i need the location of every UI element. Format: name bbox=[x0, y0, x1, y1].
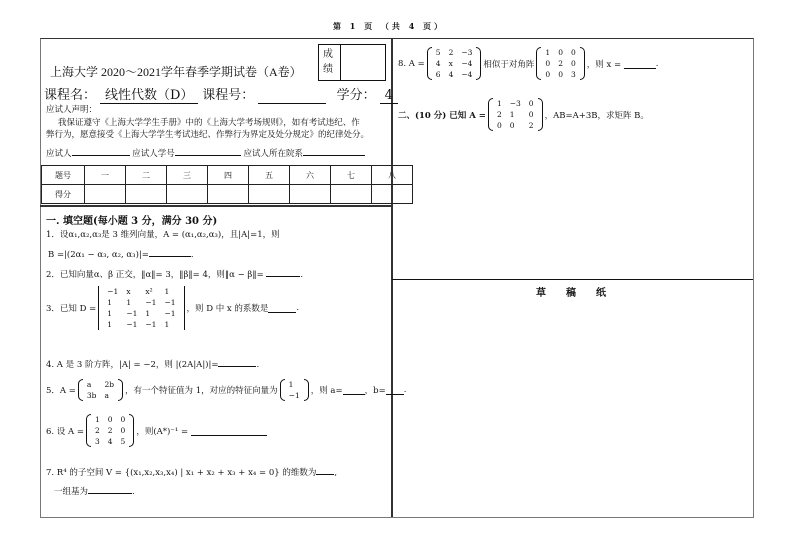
course-name-label: 课程名： bbox=[44, 88, 97, 103]
matrix-cell: −4 bbox=[461, 70, 473, 79]
matrix-A bbox=[427, 47, 482, 80]
matrix-cell: x bbox=[448, 59, 453, 68]
matrix-cell: 1 bbox=[164, 287, 170, 296]
declaration-heading: 应试人声明： bbox=[46, 105, 98, 115]
matrix-row bbox=[493, 120, 538, 131]
matrix-cell: 0 bbox=[545, 59, 551, 68]
answer-blank-a[interactable] bbox=[343, 385, 365, 395]
grade-box bbox=[318, 44, 386, 81]
table-row bbox=[42, 185, 413, 204]
matrix-row bbox=[432, 69, 477, 80]
matrix-body bbox=[91, 414, 129, 447]
matrix-cell: 1 bbox=[145, 309, 151, 318]
matrix-row bbox=[541, 69, 579, 80]
matrix-cell: 1 bbox=[94, 415, 100, 424]
answer-blank[interactable] bbox=[316, 465, 334, 475]
q5-text-3: ，则 a= bbox=[310, 386, 343, 396]
score-cell bbox=[85, 185, 126, 204]
matrix-cell: −3 bbox=[461, 48, 473, 57]
bracket-right bbox=[118, 379, 123, 401]
matrix-cell: 0 bbox=[120, 415, 126, 424]
matrix-row bbox=[103, 319, 179, 330]
q6-text-2: ，则(A*)⁻¹ = bbox=[136, 426, 189, 437]
matrix-cell: 4 bbox=[107, 437, 113, 446]
examinee-id-field[interactable] bbox=[175, 146, 241, 156]
matrix-cell: x² bbox=[145, 287, 153, 296]
matrix-cell: 0 bbox=[558, 48, 563, 57]
grade-label: 成绩 bbox=[323, 49, 333, 75]
matrix-row bbox=[285, 390, 304, 401]
matrix-cell: 1 bbox=[164, 320, 170, 329]
question-6 bbox=[46, 414, 267, 447]
declaration-line2: 弊行为，愿意接受《上海大学学生考试违纪、作弊行为界定及处分规定》的纪律处分。 bbox=[46, 130, 370, 140]
matrix-cell: 1 bbox=[545, 48, 551, 57]
matrix-body bbox=[432, 47, 477, 80]
matrix-cell: 1 bbox=[496, 99, 502, 108]
score-cell bbox=[126, 185, 167, 204]
matrix-cell: 0 bbox=[570, 48, 576, 57]
matrix-cell: 2b bbox=[104, 380, 115, 389]
answer-blank[interactable] bbox=[149, 247, 191, 257]
score-cell bbox=[372, 185, 413, 204]
matrix-cell: 0 bbox=[107, 415, 113, 424]
q3-text-2: ，则 D 中 x 的系数是 bbox=[186, 304, 269, 314]
q1-text: B =|(2α₁ − α₃, α₂, α₃)|= bbox=[48, 250, 149, 260]
matrix-cell: 1 bbox=[288, 380, 294, 389]
matrix-cell: x bbox=[126, 287, 131, 296]
section2-question bbox=[398, 98, 649, 131]
matrix-cell: −1 bbox=[164, 298, 176, 307]
matrix-cell: 3b bbox=[86, 391, 97, 400]
bracket-right bbox=[129, 414, 134, 447]
matrix-cell: 2 bbox=[107, 426, 113, 435]
question-8: 8. A = 5 2 −3 4 x −4 6 4 −4 相似于对角阵 1 0 0 0 2 0 0 0 3 ，则 x = . bbox=[398, 48, 659, 79]
matrix-row bbox=[91, 425, 129, 436]
score-cell bbox=[331, 185, 372, 204]
signature-line bbox=[46, 146, 365, 159]
matrix-row bbox=[91, 436, 129, 447]
answer-blank[interactable] bbox=[268, 303, 296, 313]
matrix-cell: 0 bbox=[496, 121, 502, 130]
matrix-cell: 0 bbox=[528, 110, 534, 119]
question-col: 八 bbox=[372, 166, 413, 185]
table-row bbox=[42, 166, 413, 185]
credit-label: 学分： bbox=[336, 88, 376, 103]
question-3: 3．已知 D = −1 x x² 1 1 1 −1 −1 1 −1 1 −1 1 −1 −1 1 ，则 D 中 x 的系数是 . bbox=[46, 287, 300, 329]
bracket-right bbox=[304, 379, 309, 401]
matrix-cell: 2 bbox=[94, 426, 100, 435]
examinee-id-label: 应试人学号 bbox=[132, 149, 175, 159]
matrix-cell: 1 bbox=[107, 298, 113, 307]
matrix-cell: 5 bbox=[435, 48, 441, 57]
matrix-row bbox=[103, 297, 179, 308]
matrix-body bbox=[103, 286, 179, 330]
q7-text: 7. R⁴ 的子空间 V = {(x₁,x₂,x₃,x₄) | x₁ + x₂ + x₃ + x₄ = 0} 的维数为 bbox=[46, 468, 317, 478]
q3-text: 3．已知 D = bbox=[46, 304, 97, 314]
matrix-cell: 5 bbox=[120, 437, 126, 446]
matrix-cell: −1 bbox=[164, 309, 176, 318]
matrix-cell: −1 bbox=[288, 391, 300, 400]
matrix-row bbox=[103, 308, 179, 319]
matrix-cell: 2 bbox=[496, 110, 502, 119]
answer-blank-b[interactable] bbox=[386, 385, 404, 395]
examinee-dept-label: 应试人所在院系 bbox=[243, 149, 303, 159]
matrix-row bbox=[493, 109, 538, 120]
bracket-right bbox=[580, 47, 585, 80]
course-name: 线性代数（D） bbox=[100, 84, 198, 104]
matrix-cell: 0 bbox=[558, 70, 563, 79]
examinee-name-label: 应试人 bbox=[46, 149, 72, 159]
matrix-row bbox=[541, 58, 579, 69]
matrix-cell: 1 bbox=[126, 298, 132, 307]
matrix-cell: 2 bbox=[528, 121, 534, 130]
matrix-cell: 0 bbox=[528, 99, 534, 108]
matrix-cell: −3 bbox=[509, 99, 521, 108]
score-cell bbox=[249, 185, 290, 204]
credit-value: 4 bbox=[380, 88, 398, 104]
question-col: 一 bbox=[85, 166, 126, 185]
course-code-label: 课程号： bbox=[202, 88, 255, 103]
matrix-body bbox=[493, 98, 538, 131]
column-divider bbox=[391, 38, 393, 517]
diagonal-matrix bbox=[536, 47, 584, 80]
answer-blank[interactable] bbox=[88, 484, 132, 494]
matrix-body bbox=[285, 379, 304, 401]
matrix-cell: −1 bbox=[107, 287, 119, 296]
question-7-cont: 一组基为 . bbox=[54, 484, 135, 497]
header-divider bbox=[40, 205, 392, 207]
q8-text-2: 相似于对角阵 bbox=[483, 59, 535, 70]
examinee-dept-field[interactable] bbox=[303, 146, 365, 156]
question-col: 三 bbox=[167, 166, 208, 185]
matrix-cell: −1 bbox=[145, 298, 157, 307]
matrix-cell: 6 bbox=[435, 70, 441, 79]
matrix-cell: 0 bbox=[120, 426, 126, 435]
matrix-cell: a bbox=[104, 391, 109, 400]
score-table bbox=[41, 165, 413, 204]
matrix-body bbox=[541, 47, 579, 80]
matrix-cell: 1 bbox=[107, 309, 113, 318]
matrix-cell: 1 bbox=[107, 320, 113, 329]
matrix-cell: 0 bbox=[545, 70, 551, 79]
matrix-cell: 0 bbox=[509, 121, 515, 130]
question-4: 4. A 是 3 阶方阵，|A| = −2，则 |(2A|A|)|= . bbox=[46, 357, 259, 370]
matrix-cell: 2 bbox=[558, 59, 563, 68]
q6-text: 6. 设 A = bbox=[46, 426, 84, 437]
matrix-body bbox=[83, 379, 118, 401]
q5-text-4: ，b= bbox=[364, 386, 386, 396]
determinant-D bbox=[98, 286, 184, 330]
question-number-label: 题号 bbox=[42, 166, 85, 185]
matrix-cell: −4 bbox=[461, 59, 473, 68]
page-number: 第 1 页 （共 4 页） bbox=[333, 21, 446, 31]
matrix-row bbox=[91, 414, 129, 425]
matrix-cell: 3 bbox=[94, 437, 100, 446]
section2-text-2: ，AB=A+3B，求矩阵 B。 bbox=[544, 110, 649, 121]
question-col: 五 bbox=[249, 166, 290, 185]
bracket-right bbox=[538, 98, 543, 131]
question-col: 四 bbox=[208, 166, 249, 185]
matrix-row bbox=[285, 379, 304, 390]
matrix-row bbox=[541, 47, 579, 58]
matrix-cell: −1 bbox=[126, 320, 138, 329]
eigenvector bbox=[280, 379, 309, 401]
matrix-row bbox=[493, 98, 538, 109]
matrix-cell: 2 bbox=[448, 48, 454, 57]
score-cell bbox=[208, 185, 249, 204]
matrix-cell: 4 bbox=[435, 59, 441, 68]
answer-blank[interactable] bbox=[218, 357, 256, 367]
question-2: 2．已知向量α、β 正交，‖α‖= 3，‖β‖= 4，则‖α − β‖= . bbox=[46, 267, 303, 280]
question-col: 六 bbox=[290, 166, 331, 185]
q8-text: 8. A = bbox=[398, 58, 425, 69]
course-line bbox=[44, 84, 398, 104]
draft-divider bbox=[392, 279, 753, 280]
score-label: 得分 bbox=[42, 185, 85, 204]
draft-paper-label: 草 稿 纸 bbox=[536, 288, 606, 299]
bracket-right bbox=[476, 47, 481, 80]
matrix-cell: 4 bbox=[448, 70, 454, 79]
matrix-A bbox=[78, 379, 123, 401]
course-code bbox=[258, 89, 326, 104]
examinee-name-field[interactable] bbox=[72, 146, 130, 156]
score-cell bbox=[167, 185, 208, 204]
answer-blank[interactable] bbox=[266, 267, 300, 277]
question-col: 二 bbox=[126, 166, 167, 185]
matrix-A bbox=[86, 414, 134, 447]
q8-text-3: ，则 x = bbox=[586, 59, 622, 70]
answer-blank[interactable] bbox=[191, 426, 267, 436]
matrix-row bbox=[103, 286, 179, 297]
matrix-cell: a bbox=[86, 380, 92, 389]
matrix-cell: 0 bbox=[570, 59, 576, 68]
matrix-row bbox=[83, 379, 118, 390]
question-7: 7. R⁴ 的子空间 V = {(x₁,x₂,x₃,x₄) | x₁ + x₂ + x₃ + x₄ = 0} 的维数为 , bbox=[46, 465, 337, 478]
q4-text: 4. A 是 3 阶方阵，|A| = −2，则 |(2A|A|)|= bbox=[46, 360, 219, 370]
q7-text-2: 一组基为 bbox=[54, 487, 89, 497]
matrix-A bbox=[488, 98, 543, 131]
question-col: 七 bbox=[331, 166, 372, 185]
score-cell bbox=[290, 185, 331, 204]
question-5: 5．A = a 2b 3b a ，有一个特征值为 1，对应的特征向量为 1 −1 ，则 a= ，b= . bbox=[46, 380, 407, 400]
question-1: 1．设α₁,α₂,α₃是 3 维列向量，A = (α₁,α₂,α₃)，且|A|=1，则 bbox=[46, 230, 280, 240]
exam-title: 上海大学 2020～2021学年春季学期试卷（A卷） bbox=[50, 65, 302, 79]
matrix-cell: 1 bbox=[509, 110, 515, 119]
section1-heading: 一. 填空题(每小题 3 分，满分 30 分) bbox=[46, 216, 218, 227]
matrix-cell: −1 bbox=[126, 309, 138, 318]
matrix-cell: 3 bbox=[570, 70, 576, 79]
q5-text-2: ，有一个特征值为 1，对应的特征向量为 bbox=[125, 386, 278, 396]
matrix-row bbox=[83, 390, 118, 401]
q5-text: 5．A = bbox=[46, 386, 76, 396]
answer-blank[interactable] bbox=[624, 59, 656, 69]
section2-text: 二、(10 分) 已知 A = bbox=[398, 110, 486, 121]
question-1-cont: B =|(2α₁ − α₃, α₂, α₃)|= . bbox=[48, 247, 194, 260]
matrix-row bbox=[432, 58, 477, 69]
q2-text: 2．已知向量α、β 正交，‖α‖= 3，‖β‖= 4，则‖α − β‖= bbox=[46, 270, 264, 280]
declaration-line1: 我保证遵守《上海大学学生手册》中的《上海大学考场规则》，如有考试违纪、作 bbox=[58, 118, 360, 128]
matrix-row bbox=[432, 47, 477, 58]
bracket-right bbox=[180, 286, 185, 330]
matrix-cell: −1 bbox=[145, 320, 157, 329]
